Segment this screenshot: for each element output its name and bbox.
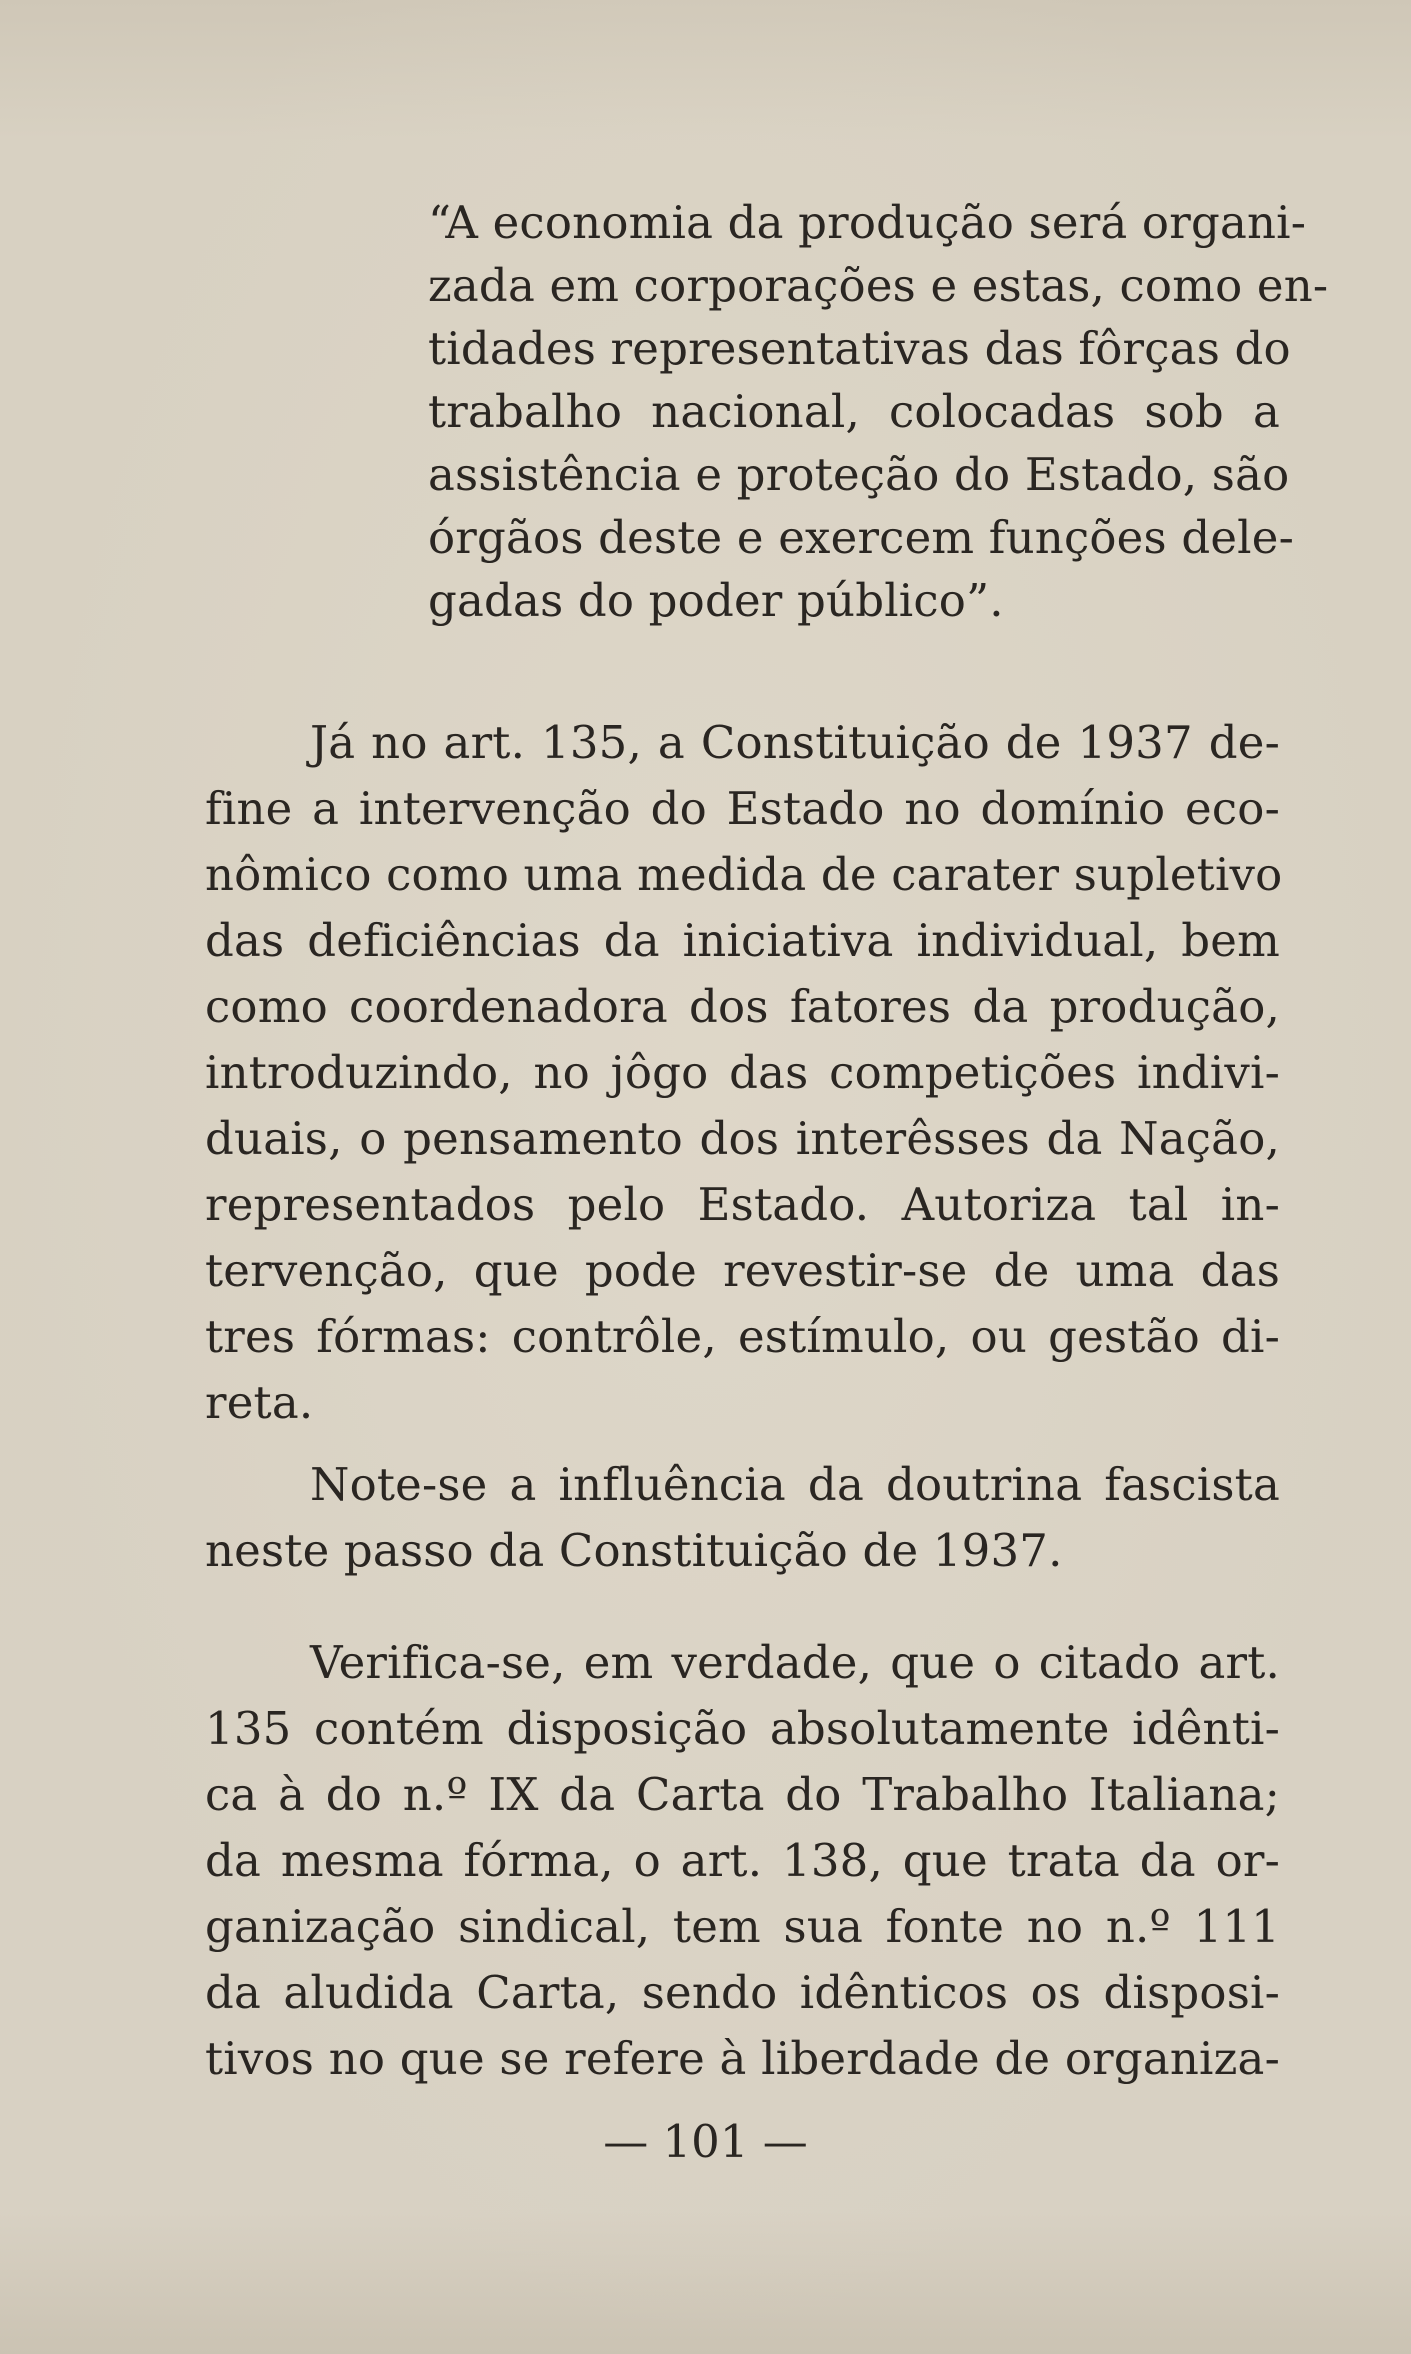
paragraph-line: duais, o pensamento dos interêsses da Nação,: [205, 1112, 1280, 1165]
paragraph-line: representados pelo Estado. Autoriza tal in-: [205, 1178, 1280, 1231]
paragraph-line: da mesma fórma, o art. 138, que trata da or-: [205, 1834, 1280, 1887]
paragraph-line: nômico como uma medida de carater supletivo: [205, 848, 1283, 901]
page-number: — 101 —: [603, 2115, 808, 2168]
paragraph-line: das deficiências da iniciativa individual, bem: [205, 914, 1280, 967]
quote-line: zada em corporações e estas, como en-: [428, 259, 1329, 312]
paragraph-line: tervenção, que pode revestir-se de uma das: [205, 1244, 1280, 1297]
quote-line: trabalho nacional, colocadas sob a: [428, 385, 1280, 438]
paragraph-line: da aludida Carta, sendo idênticos os disposi-: [205, 1966, 1280, 2019]
paragraph-line: Note-se a influência da doutrina fascista: [310, 1458, 1280, 1511]
quote-line: gadas do poder público”.: [428, 574, 1004, 627]
paragraph-line: Já no art. 135, a Constituição de 1937 de-: [310, 716, 1280, 769]
paragraph-line: fine a intervenção do Estado no domínio eco-: [205, 782, 1280, 835]
paragraph-line: introduzindo, no jôgo das competições indivi-: [205, 1046, 1280, 1099]
paragraph-line: tres fórmas: contrôle, estímulo, ou gestão di-: [205, 1310, 1280, 1363]
quote-line: assistência e proteção do Estado, são: [428, 448, 1290, 501]
paragraph-line: ganização sindical, tem sua fonte no n.º 111: [205, 1900, 1280, 1953]
quote-line: tidades representativas das fôrças do: [428, 322, 1291, 375]
quote-line: “A economia da produção será organi-: [428, 196, 1307, 249]
paragraph-line: 135 contém disposição absolutamente idênti-: [205, 1702, 1280, 1755]
paragraph-line: tivos no que se refere à liberdade de organiza-: [205, 2032, 1280, 2085]
paragraph-line: reta.: [205, 1376, 314, 1429]
paragraph-line: neste passo da Constituição de 1937.: [205, 1524, 1063, 1577]
paragraph-line: como coordenadora dos fatores da produção,: [205, 980, 1280, 1033]
paragraph-line: Verifica-se, em verdade, que o citado art.: [310, 1636, 1280, 1689]
paragraph-line: ca à do n.º IX da Carta do Trabalho Italiana;: [205, 1768, 1280, 1821]
quote-line: órgãos deste e exercem funções dele-: [428, 511, 1294, 564]
